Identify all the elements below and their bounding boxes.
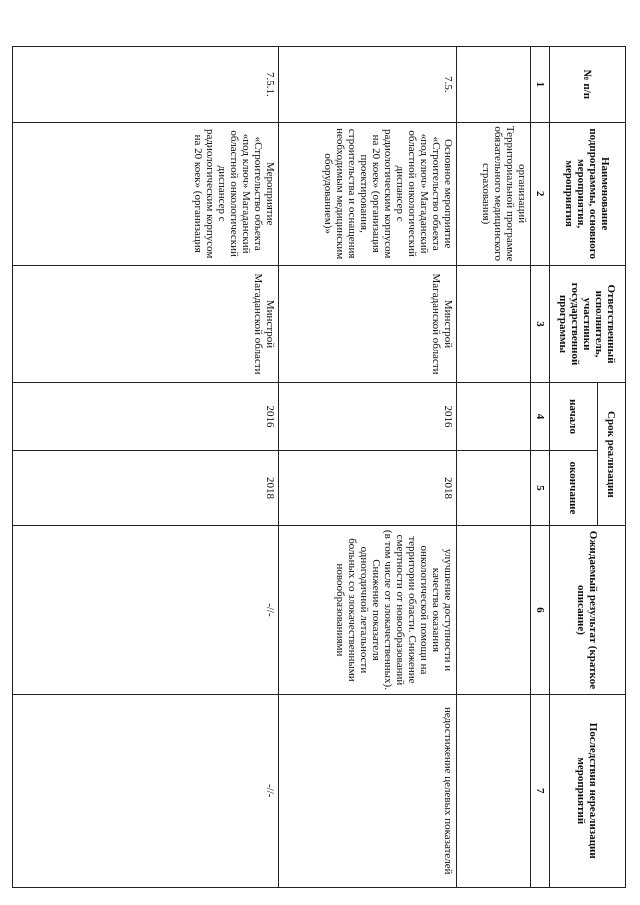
cell-executor: [457, 265, 531, 383]
program-table: [12, 46, 626, 888]
cell-consequences: недостижение целевых показателей: [279, 694, 457, 887]
cell-result: -//-: [13, 526, 279, 694]
cell-consequences: [457, 694, 531, 887]
cell-name: Основное мероприятие «Строительство объекта «под ключ» Магаданский областной онкологический диспансер с радиологическим корпусом на 20 коек» (организация проектирования, строительства и оснащения необходимым медицинским оборудованием)»: [279, 122, 457, 265]
header-name: Наименование подпрограммы, основного мероприятия, мероприятия: [550, 122, 626, 265]
header-end: окончание: [550, 450, 598, 526]
cell-num: [457, 47, 531, 123]
cell-start: 2016: [13, 383, 279, 450]
col-number-3: 3: [531, 265, 550, 383]
col-number-6: 6: [531, 526, 550, 694]
col-number-2: 2: [531, 122, 550, 265]
cell-executor: Минстрой Магаданской области: [279, 265, 457, 383]
cell-num: 7.5.1.: [13, 47, 279, 123]
cell-end: [457, 450, 531, 526]
col-number-1: 1: [531, 47, 550, 123]
header-start: начало: [550, 383, 598, 450]
cell-start: 2016: [279, 383, 457, 450]
col-number-7: 7: [531, 694, 550, 887]
header-executor: Ответственный исполнитель, участники государственной программы: [550, 265, 626, 383]
col-number-4: 4: [531, 383, 550, 450]
cell-name: Мероприятие «Строительство объекта «под ключ» Магаданский областной онкологический диспансер с радиологическим корпусом на 20 коек» (организация: [13, 122, 279, 265]
cell-result: улучшение доступности и качества оказания онкологической помощи на территории области. Снижение смертности от новообразований (в том числе от злокачественных). Снижение показателя одногодичной летальности больных со злокачественными новообразованиями: [279, 526, 457, 694]
cell-end: 2018: [13, 450, 279, 526]
header-period: Срок реализации: [598, 383, 626, 526]
cell-executor: Минстрой Магаданской области: [13, 265, 279, 383]
cell-end: 2018: [279, 450, 457, 526]
cell-result: [457, 526, 531, 694]
cell-num: 7.5.: [279, 47, 457, 123]
table-row: [13, 47, 279, 888]
cell-name: организаций Территориальной программе обязательного медицинского страхования): [457, 122, 531, 265]
cell-consequences: -//-: [13, 694, 279, 887]
table-row: [457, 47, 531, 888]
table-row: [279, 47, 457, 888]
header-consequences: Последствия нереализации мероприятий: [550, 694, 626, 887]
cell-start: [457, 383, 531, 450]
col-number-5: 5: [531, 450, 550, 526]
header-num: № п/п: [550, 47, 626, 123]
header-result: Ожидаемый результат (краткое описание): [550, 526, 626, 694]
